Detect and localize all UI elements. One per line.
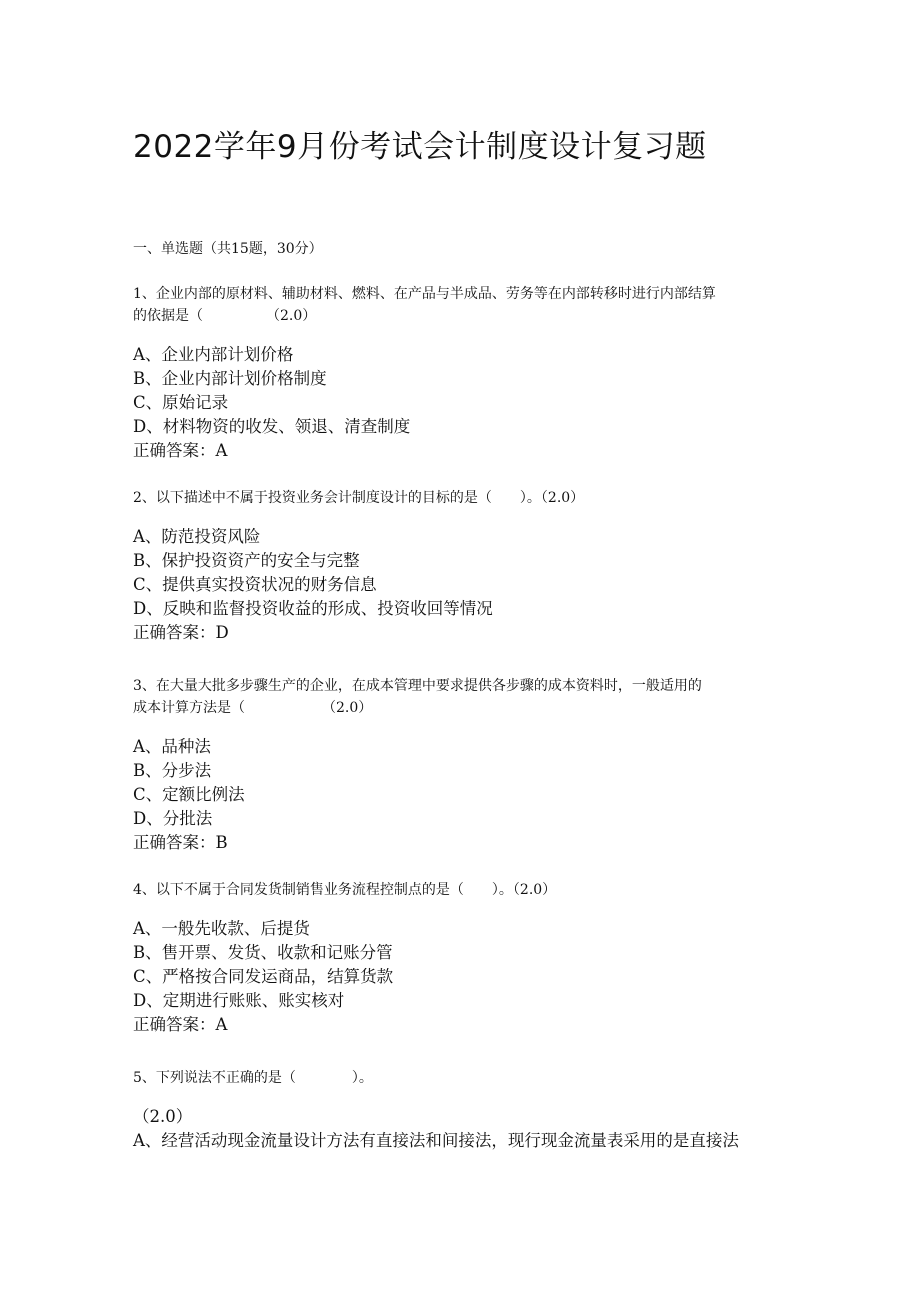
option-c: C、原始记录 [133,393,229,412]
document-title: 2022学年9月份考试会计制度设计复习题 [133,129,707,165]
option-c: C、提供真实投资状况的财务信息 [133,575,377,594]
option-a: A、品种法 [133,737,211,756]
option-d: D、反映和监督投资收益的形成、投资收回等情况 [133,599,493,618]
question-stem [133,1067,793,1089]
question-5 [133,1067,793,1153]
section-heading: 一、单选题（共15题，30分） [133,241,323,257]
correct-answer: 正确答案：D [133,623,229,642]
option-b: B、保护投资资产的安全与完整 [133,551,360,570]
question-stem-line: 2、以下描述中不属于投资业务会计制度设计的目标的是（ ）。（2.0） [133,490,585,506]
question-stem-line: 成本计算方法是（ （2.0） [133,700,373,716]
option-list [133,917,793,1013]
question-1 [133,283,793,463]
question-stem-line: 3、在大量大批多步骤生产的企业，在成本管理中要求提供各步骤的成本资料时，一般适用的 [133,678,702,694]
option-a: A、一般先收款、后提货 [133,919,310,938]
question-3 [133,675,793,855]
question-stem-line: 的依据是（ （2.0） [133,308,317,324]
option-list [133,343,793,439]
option-b: B、企业内部计划价格制度 [133,369,327,388]
question-4 [133,879,793,1037]
option-list [133,735,793,831]
option-a: A、防范投资风险 [133,527,261,546]
option-d: D、材料物资的收发、领退、清查制度 [133,417,411,436]
question-2 [133,487,793,645]
option-a: A、企业内部计划价格 [133,345,294,364]
question-stem-line: 1、企业内部的原材料、辅助材料、燃料、在产品与半成品、劳务等在内部转移时进行内部结算 [133,286,716,302]
option-c: C、定额比例法 [133,785,245,804]
question-points: （2.0） [133,1107,193,1126]
question-stem [133,283,793,327]
option-d: D、分批法 [133,809,213,828]
option-d: D、定期进行账账、账实核对 [133,991,345,1010]
option-c: C、严格按合同发运商品，结算货款 [133,967,394,986]
question-stem [133,487,793,509]
question-stem-line: 4、以下不属于合同发货制销售业务流程控制点的是（ ）。（2.0） [133,882,557,898]
question-stem [133,675,793,719]
correct-answer: 正确答案：A [133,1015,228,1034]
option-list [133,525,793,621]
correct-answer: 正确答案：A [133,441,228,460]
option-b: B、售开票、发货、收款和记账分管 [133,943,393,962]
question-stem-line: 5、下列说法不正确的是（ ）。 [133,1070,373,1086]
question-stem [133,879,793,901]
option-b: B、分步法 [133,761,212,780]
correct-answer: 正确答案：B [133,833,228,852]
option-a: A、经营活动现金流量设计方法有直接法和间接法，现行现金流量表采用的是直接法 [133,1131,739,1150]
